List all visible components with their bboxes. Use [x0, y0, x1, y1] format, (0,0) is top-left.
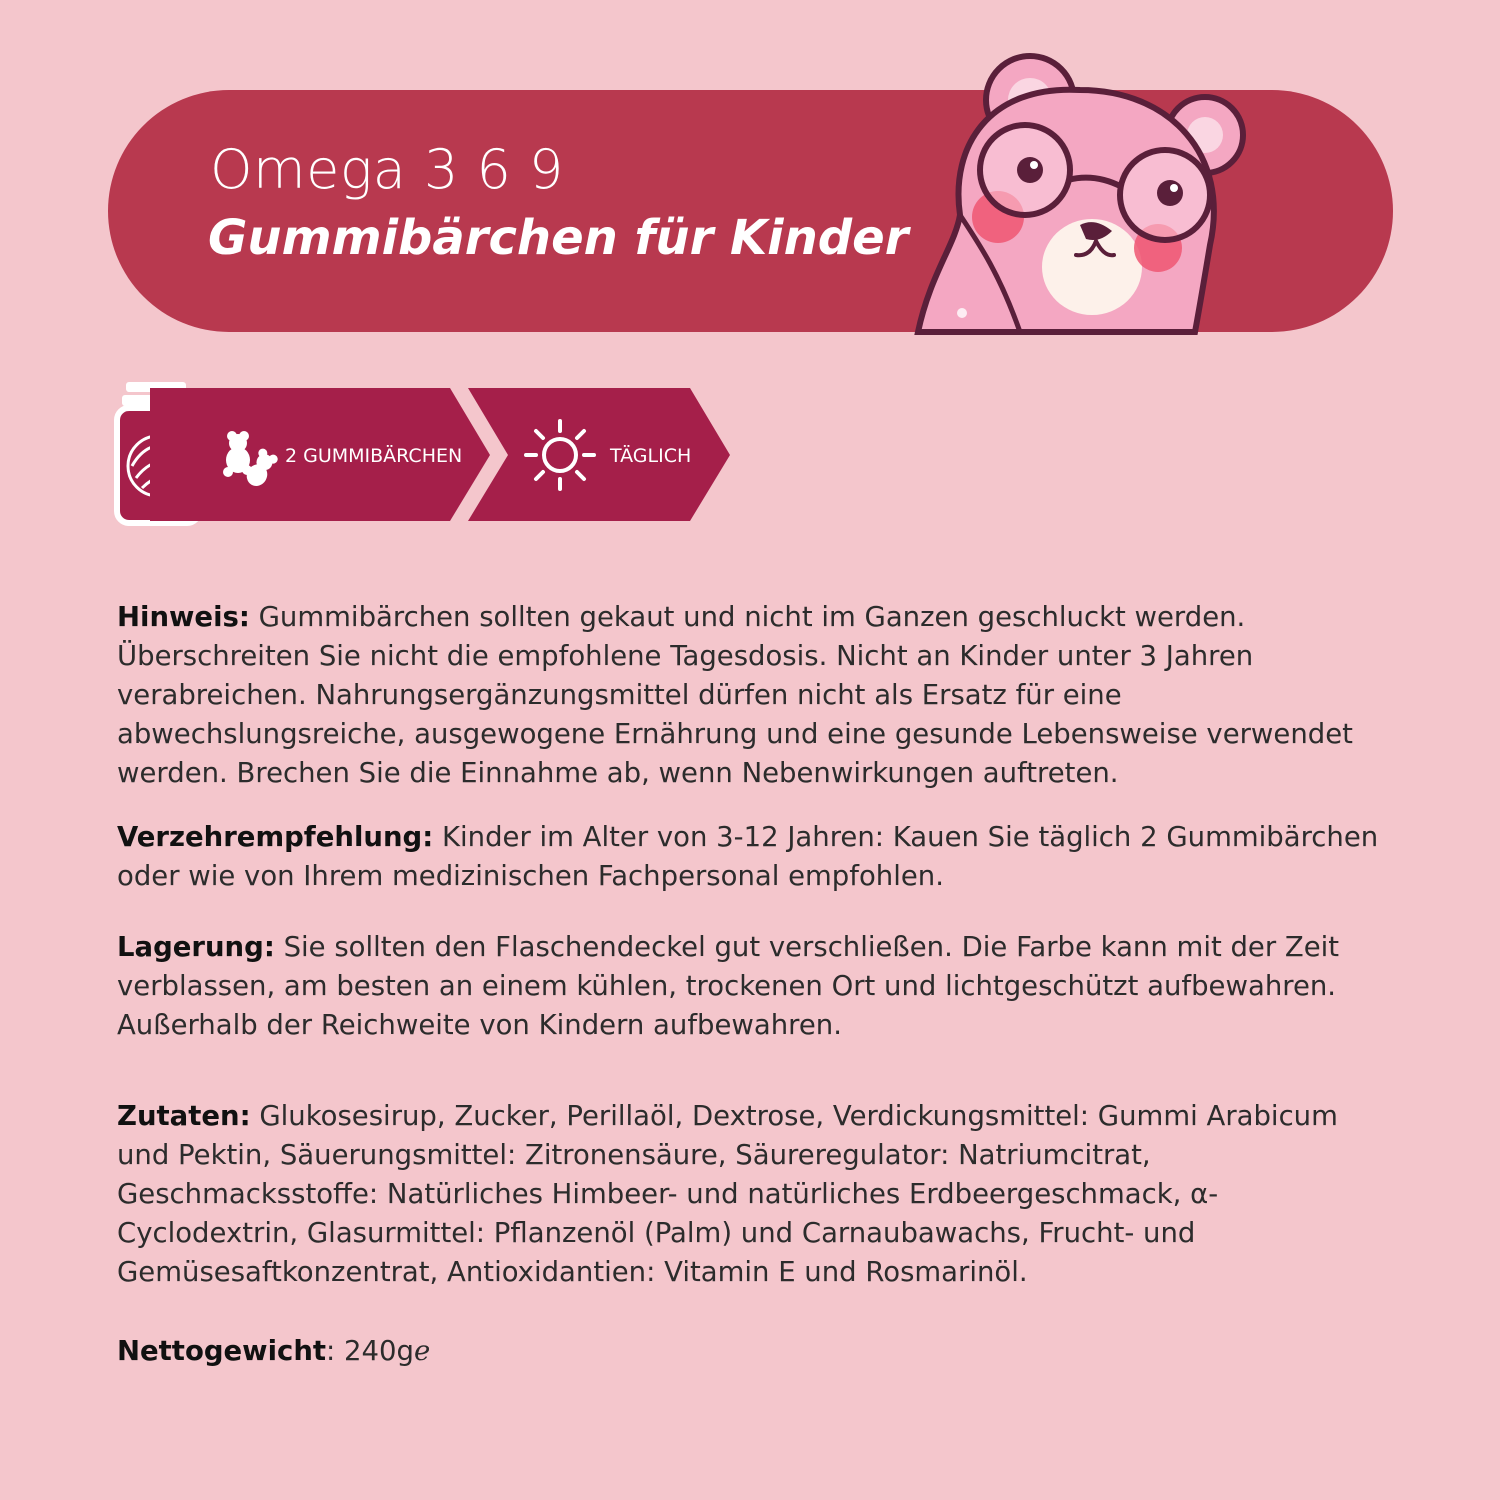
- gewicht-paragraph: [117, 1332, 1387, 1371]
- lagerung-text: Sie sollten den Flaschendeckel gut verschließen. Die Farbe kann mit der Zeit verblassen, am besten an einem kühlen, trockenen Ort und lichtgeschützt aufbewahren. Außerhalb der Reichweite von Kindern aufbewahren.: [117, 931, 1340, 1041]
- dosage-frequency-label: TÄGLICH: [610, 445, 692, 467]
- hinweis-paragraph: [117, 598, 1387, 793]
- lagerung-label: Lagerung:: [117, 931, 275, 963]
- verzehr-paragraph: [117, 818, 1387, 896]
- hinweis-text: Gummibärchen sollten gekaut und nicht im Ganzen geschluckt werden. Überschreiten Sie nicht die empfohlene Tagesdosis. Nicht an Kinder unter 3 Jahren verabreichen. Nahrungsergänzungsmittel dürfen nicht als Ersatz für eine abwechslungsreiche, ausgewogene Ernährung und eine gesunde Lebensweise verwendet werden. Brechen Sie die Einnahme ab, wenn Nebenwirkungen auftreten.: [117, 601, 1353, 789]
- zutaten-text: Glukosesirup, Zucker, Perillaöl, Dextrose, Verdickungsmittel: Gummi Arabicum und Pektin, Säuerungsmittel: Zitronensäure, Säureregulator: Natriumcitrat, Geschmacksstoffe: Natürliches Himbeer- und natürliches Erdbeergeschmack, α-Cyclodextrin, Glasurmittel: Pflanzenöl (Palm) und Carnaubawachs, Frucht- und Gemüsesaftkonzentrat, Antioxidantien: Vitamin E und Rosmarinöl.: [117, 1100, 1338, 1288]
- sun-icon: [524, 418, 596, 492]
- dosage-amount-label: 2 GUMMIBÄRCHEN: [285, 445, 463, 467]
- product-info: [117, 598, 1387, 1371]
- verzehr-text: Kinder im Alter von 3-12 Jahren: Kauen Sie täglich 2 Gummibärchen oder wie von Ihrem medizinischen Fachpersonal empfohlen.: [117, 821, 1379, 892]
- zutaten-paragraph: [117, 1097, 1387, 1292]
- zutaten-label: Zutaten:: [117, 1100, 251, 1132]
- gewicht-label: Nettogewicht: [117, 1335, 327, 1367]
- product-subtitle: Gummibärchen für Kinder: [208, 210, 909, 266]
- product-title: Omega 3 6 9: [210, 138, 564, 201]
- lagerung-paragraph: [117, 928, 1387, 1045]
- hinweis-label: Hinweis:: [117, 601, 250, 633]
- gummy-bears-icon: [218, 428, 278, 490]
- bear-mascot-icon: [900, 45, 1260, 335]
- gewicht-text: : 240gℯ: [326, 1335, 431, 1367]
- verzehr-label: Verzehrempfehlung:: [117, 821, 434, 853]
